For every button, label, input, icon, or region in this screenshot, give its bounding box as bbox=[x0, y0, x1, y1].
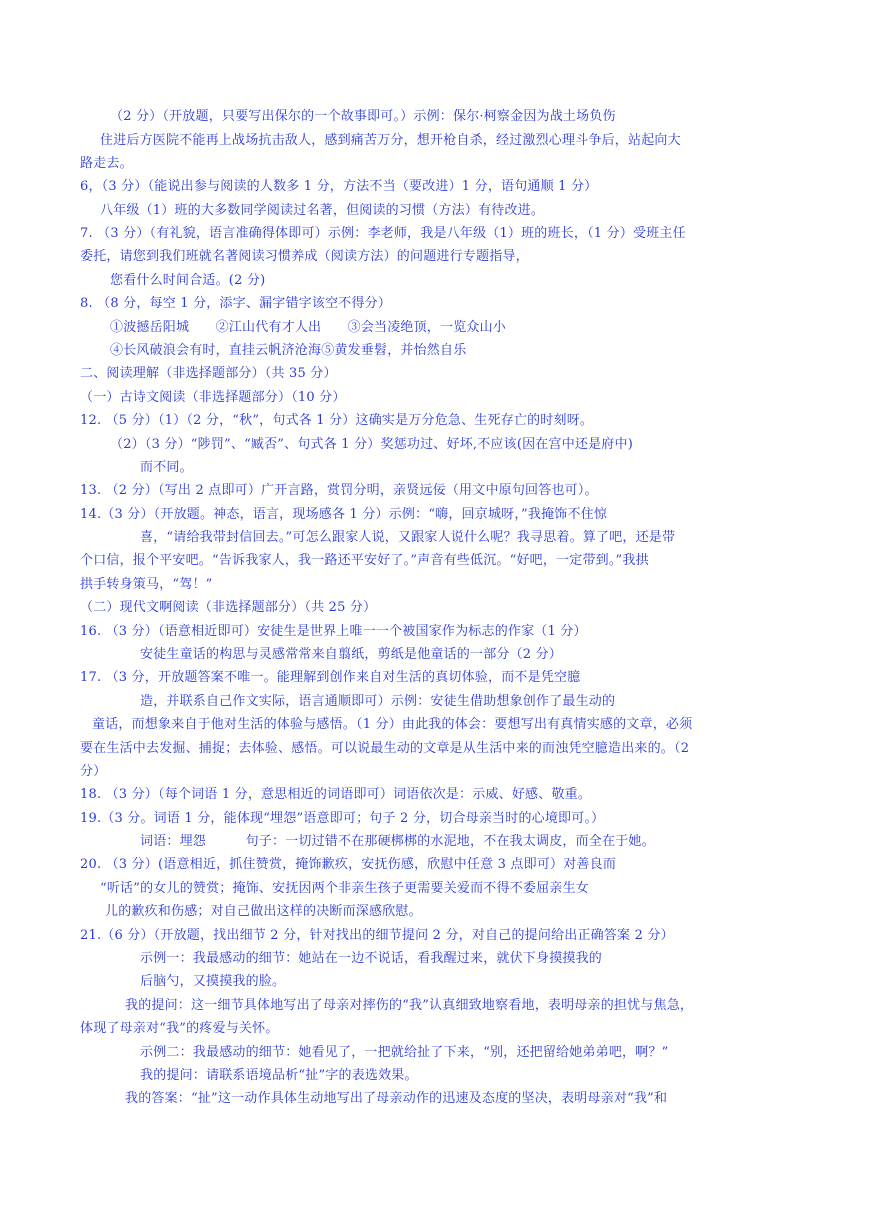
text-line-39: 我的提问：这一细节具体地写出了母亲对摔伤的“我”认真细致地察看地，表明母亲的担忧与焦急， bbox=[125, 998, 694, 1013]
text-line-38: 后脑勺，又摸摸我的脸。 bbox=[140, 974, 286, 989]
text-line-1: （2 分）（开放题，只要写出保尔的一个故事即可。）示例：保尔·柯察金因为战土场负伤 bbox=[110, 109, 616, 124]
text-line-9: 8. （8 分，每空 1 分，添字、漏字错字该空不得分） bbox=[80, 296, 392, 311]
text-line-31: 19.（3 分。词语 1 分，能体现“埋怨”语意即可；句子 2 分，切合母亲当时的心境即可。） bbox=[80, 811, 605, 826]
text-line-5: 八年级（1）班的大多数同学阅读过名著，但阅读的习惯（方法）有待改进。 bbox=[100, 203, 545, 218]
subsection-heading-classical: （一）古诗文阅读（非选择题部分）（10 分） bbox=[80, 390, 346, 405]
text-line-11: ④长风破浪会有时，直挂云帆济沧海⑤黄发垂髫，并怡然自乐 bbox=[110, 343, 467, 358]
text-line-2: 住进后方医院不能再上战场抗击敌人，感到痛苦万分，想开枪自杀，经过激烈心理斗争后，站起向大 bbox=[100, 133, 681, 148]
text-line-25: 17. （3 分，开放题答案不唯一。能理解到创作来自对生活的真切体验，而不是凭空臆 bbox=[80, 670, 581, 685]
text-line-4: 6，（3 分）（能说出参与阅读的人数多 1 分，方法不当（要改进）1 分，语句通顺 1 分） bbox=[80, 179, 598, 194]
text-line-43: 我的答案：“扯”这一动作具体生动地写出了母亲动作的迅速及态度的坚决，表明母亲对“我”和 bbox=[125, 1091, 668, 1106]
text-line-32: 词语：埋怨 句子：一切过错不在那硬梆梆的水泥地，不在我太调皮，而全在于她。 bbox=[140, 834, 655, 849]
text-line-30: 18. （3 分）（每个词语 1 分，意思相近的词语即可）词语依次是：示威、好感、敬重。 bbox=[80, 787, 592, 802]
text-line-35: 儿的歉疚和伤感；对自己做出这样的决断而深感欣慰。 bbox=[105, 904, 422, 919]
text-line-29: 分） bbox=[80, 764, 107, 779]
text-line-36: 21.（6 分）（开放题，找出细节 2 分，针对找出的细节提问 2 分，对自己的提问给出正确答案 2 分） bbox=[80, 928, 674, 943]
text-line-7: 委托，请您到我们班就名著阅读习惯养成（阅读方法）的问题进行专题指导， bbox=[80, 249, 529, 264]
text-line-34: “听话”的女儿的赞赏；掩饰、安抚因两个非亲生孩子更需要关爱而不得不委屈亲生女 bbox=[100, 881, 589, 896]
text-line-16: 而不同。 bbox=[140, 460, 193, 475]
text-line-28: 要在生活中去发掘、捕捉；去体验、感悟。可以说最生动的文章是从生活中来的而浊凭空臆造出来的。（2 bbox=[80, 741, 690, 756]
text-line-8: 您看什么时间合适。(2 分) bbox=[110, 273, 266, 288]
text-line-41: 示例二：我最感动的细节：她看见了，一把就给扯了下来，“别，还把留给她弟弟吧，啊？” bbox=[140, 1045, 669, 1060]
text-line-14: 12. （5 分）（1）（2 分，“秋”，句式各 1 分）这确实是万分危急、生死存亡的时刻呀。 bbox=[80, 413, 594, 428]
text-line-6: 7. （3 分）（有礼貌，语言准确得体即可）示例：李老师，我是八年级（1）班的班长，（1 分）受班主任 bbox=[80, 226, 686, 241]
section-heading-reading: 二、阅读理解（非选择题部分）（共 35 分） bbox=[80, 366, 337, 381]
text-line-20: 个口信，报个平安吧。“告诉我家人，我一路还平安好了。”声音有些低沉。“好吧，一定带到。”我拱 bbox=[80, 553, 649, 568]
text-line-19: 喜，“请给我带封信回去。”可怎么跟家人说，又跟家人说什么呢？我寻思着。算了吧，还是带 bbox=[140, 530, 676, 545]
text-line-24: 安徒生童话的构思与灵感常常来自翦纸，剪纸是他童话的一部分（2 分） bbox=[140, 647, 563, 662]
subsection-heading-modern: （二）现代文啊阅读（非选择题部分）（共 25 分） bbox=[80, 600, 377, 615]
text-line-21: 拱手转身策马，“驾！” bbox=[80, 577, 213, 592]
text-line-18: 14.（3 分）（开放题。神态，语言，现场感各 1 分）示例：“嗨，回京城呀，”我掩饰不住惊 bbox=[80, 507, 608, 522]
text-line-40: 体现了母亲对“我”的疼爱与关怀。 bbox=[80, 1021, 279, 1036]
text-line-33: 20. （3 分）(语意相近，抓住赞赏，掩饰歉疚，安抚伤感，欣慰中任意 3 点即可）对善良而 bbox=[80, 857, 617, 872]
text-line-17: 13. （2 分）（写出 2 点即可）广开言路，赏罚分明，亲贤远佞（用文中原句回答也可）。 bbox=[80, 483, 598, 498]
text-line-15: （2）（3 分）“陟罚”、“臧否”、句式各 1 分）奖惩功过、好坏,不应该(因在宫中还是府中) bbox=[110, 437, 633, 452]
text-line-42: 我的提问：请联系语境品析“扯”字的表选效果。 bbox=[140, 1068, 418, 1083]
text-line-23: 16. （3 分）（语意相近即可）安徒生是世界上唯一一个被国家作为标志的作家（1 分） bbox=[80, 624, 587, 639]
text-line-3: 路走去。 bbox=[80, 156, 133, 171]
text-line-26: 造，并联系自己作文实际，语言通顺即可）示例：安徒生借助想象创作了最生动的 bbox=[140, 694, 616, 709]
text-line-37: 示例一：我最感动的细节：她站在一边不说话，看我醒过来，就伏下身摸摸我的 bbox=[140, 951, 603, 966]
text-line-10: ①波撼岳阳城 ②江山代有才人出 ③会当凌绝顶，一览众山小 bbox=[110, 320, 507, 335]
text-line-27: 童话，而想象来自于他对生活的体验与感悟。（1 分）由此我的体会：要想写出有真情实感的文章，必须 bbox=[92, 717, 693, 732]
